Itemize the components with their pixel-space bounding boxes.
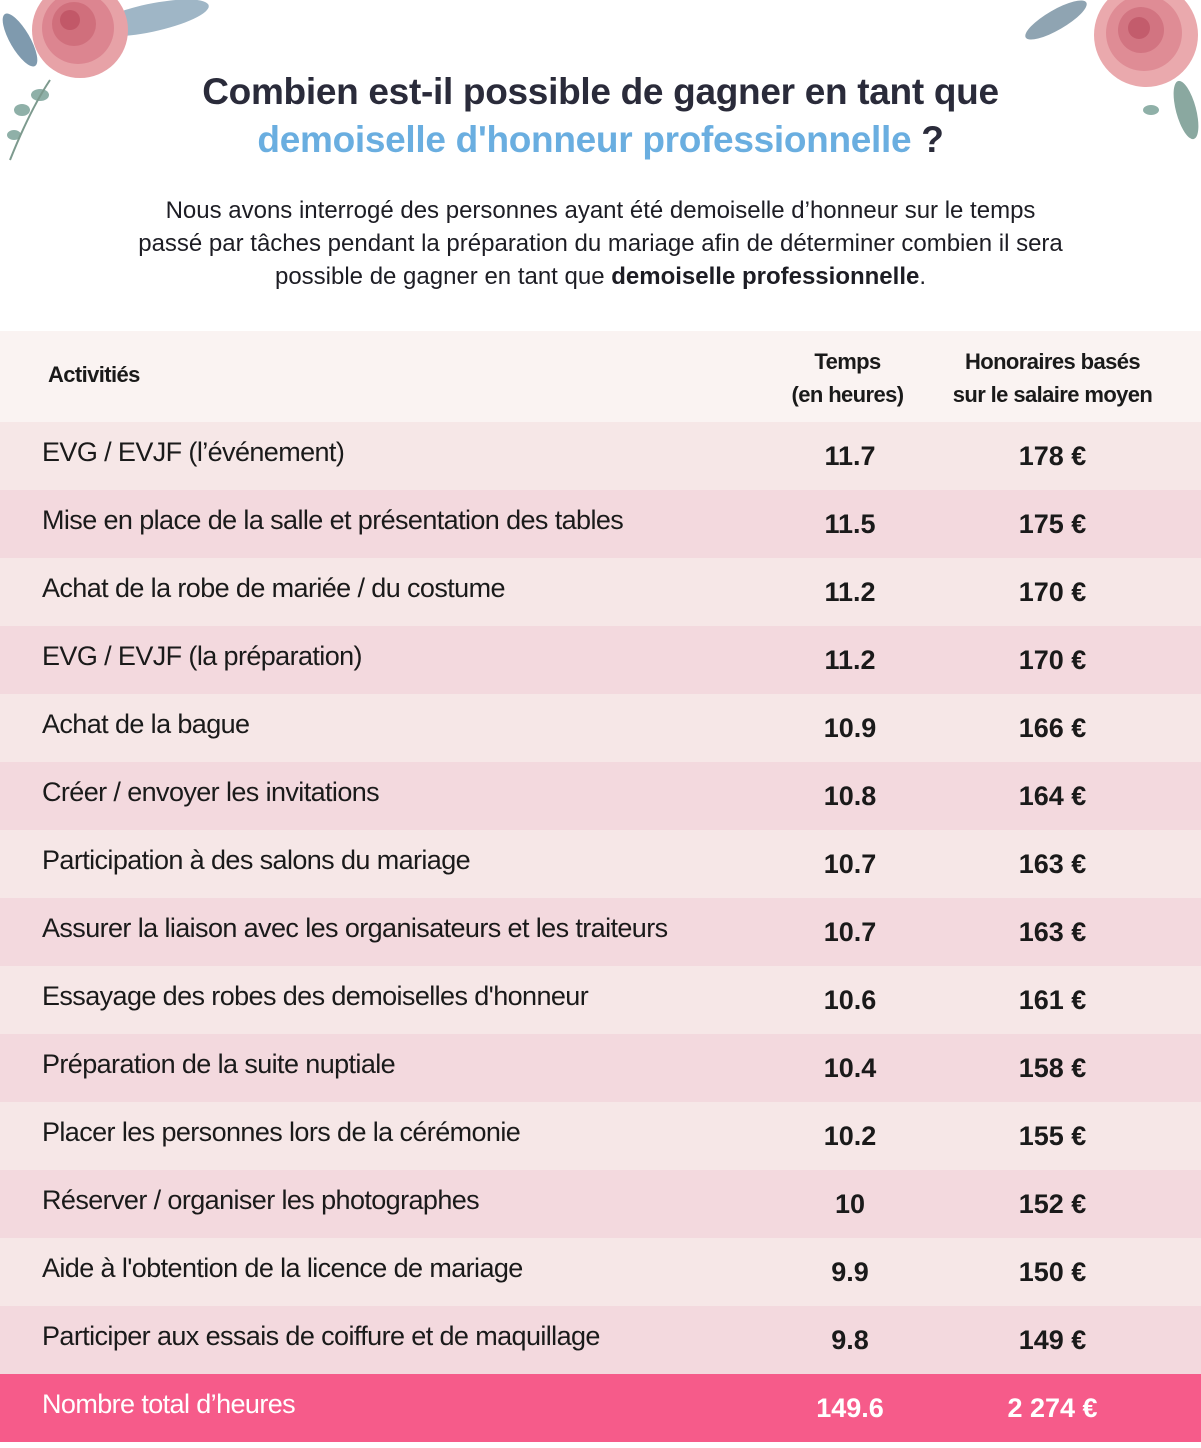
activity-cell: Participer aux essais de coiffure et de maquillage bbox=[42, 1321, 600, 1351]
activity-cell: EVG / EVJF (l’événement) bbox=[42, 437, 345, 467]
table-row bbox=[0, 1238, 1201, 1306]
hours-cell: 9.8 bbox=[831, 1325, 869, 1355]
fee-cell: 170 € bbox=[1018, 577, 1087, 607]
table-header bbox=[0, 331, 1201, 422]
fee-cell: 155 € bbox=[1018, 1121, 1087, 1151]
intro-line: passé par tâches pendant la préparation du mariage afin de déterminer combien il sera bbox=[138, 230, 1063, 257]
activity-cell: Préparation de la suite nuptiale bbox=[42, 1049, 396, 1079]
title-question-mark: ? bbox=[921, 119, 944, 160]
page-header bbox=[0, 68, 1201, 164]
total-label: Nombre total d’heures bbox=[42, 1389, 296, 1419]
table-row bbox=[0, 558, 1201, 626]
column-header-fee bbox=[925, 345, 1180, 411]
column-header-activity: Activitiés bbox=[48, 362, 140, 387]
activity-cell: Réserver / organiser les photographes bbox=[42, 1185, 480, 1215]
fee-cell: 163 € bbox=[1018, 917, 1087, 947]
hours-cell: 10.9 bbox=[823, 713, 877, 743]
activity-cell: Mise en place de la salle et présentation des tables bbox=[42, 505, 624, 535]
earnings-table bbox=[0, 331, 1201, 1442]
column-header-hours-line: (en heures) bbox=[791, 382, 904, 407]
fee-cell: 164 € bbox=[1018, 781, 1087, 811]
fee-cell: 152 € bbox=[1018, 1189, 1087, 1219]
column-header-hours bbox=[770, 345, 925, 411]
intro-line bbox=[80, 260, 1121, 293]
page-title: Combien est-il possible de gagner en tant que bbox=[202, 71, 999, 112]
table-row bbox=[0, 490, 1201, 558]
table-row bbox=[0, 1306, 1201, 1374]
hours-cell: 10.7 bbox=[823, 917, 877, 947]
column-header-fee-line: sur le salaire moyen bbox=[952, 382, 1153, 407]
fee-cell: 170 € bbox=[1018, 645, 1087, 675]
activity-cell: Créer / envoyer les invitations bbox=[42, 777, 380, 807]
fee-cell: 166 € bbox=[1018, 713, 1087, 743]
table-row bbox=[0, 1102, 1201, 1170]
hours-cell: 10.2 bbox=[823, 1121, 877, 1151]
activity-cell: Achat de la robe de mariée / du costume bbox=[42, 573, 505, 603]
fee-cell: 161 € bbox=[1018, 985, 1087, 1015]
column-header-fee-line: Honoraires basés bbox=[964, 349, 1141, 374]
table-row bbox=[0, 422, 1201, 490]
table-row bbox=[0, 1034, 1201, 1102]
table-row bbox=[0, 626, 1201, 694]
table-body bbox=[0, 422, 1201, 1374]
table-row bbox=[0, 1170, 1201, 1238]
fee-cell: 175 € bbox=[1018, 509, 1087, 539]
activity-cell: EVG / EVJF (la préparation) bbox=[42, 641, 362, 671]
fee-cell: 178 € bbox=[1018, 441, 1087, 471]
intro-bold-text: demoiselle professionnelle bbox=[611, 263, 920, 290]
fee-cell: 163 € bbox=[1018, 849, 1087, 879]
table-row bbox=[0, 762, 1201, 830]
intro-line: Nous avons interrogé des personnes ayant été demoiselle d’honneur sur le temps bbox=[165, 197, 1036, 224]
intro-text-span: . bbox=[919, 263, 927, 290]
activity-cell: Achat de la bague bbox=[42, 709, 250, 739]
table-row bbox=[0, 694, 1201, 762]
hours-cell: 10.7 bbox=[823, 849, 877, 879]
activity-cell: Assurer la liaison avec les organisateurs et les traiteurs bbox=[42, 913, 668, 943]
fee-cell: 158 € bbox=[1018, 1053, 1087, 1083]
total-fee: 2 274 € bbox=[1007, 1393, 1098, 1423]
table-row bbox=[0, 898, 1201, 966]
hours-cell: 11.2 bbox=[824, 577, 876, 607]
intro-text bbox=[80, 194, 1121, 293]
hours-cell: 11.5 bbox=[824, 509, 876, 539]
hours-cell: 10.8 bbox=[823, 781, 877, 811]
fee-cell: 150 € bbox=[1018, 1257, 1087, 1287]
hours-cell: 10.6 bbox=[823, 985, 877, 1015]
hours-cell: 10.4 bbox=[823, 1053, 877, 1083]
rose-icon bbox=[32, 0, 128, 78]
table-row bbox=[0, 966, 1201, 1034]
hours-cell: 10 bbox=[834, 1189, 866, 1219]
hours-cell: 11.7 bbox=[824, 441, 876, 471]
activity-cell: Placer les personnes lors de la cérémonie bbox=[42, 1117, 521, 1147]
activity-cell: Essayage des robes des demoiselles d'honneur bbox=[42, 981, 589, 1011]
page-title-accent-line bbox=[0, 116, 1201, 164]
table-total-row bbox=[0, 1374, 1201, 1442]
hours-cell: 9.9 bbox=[831, 1257, 869, 1287]
title-accent: demoiselle d'honneur professionnelle bbox=[257, 119, 912, 160]
activity-cell: Participation à des salons du mariage bbox=[42, 845, 471, 875]
activity-cell: Aide à l'obtention de la licence de mariage bbox=[42, 1253, 523, 1283]
hours-cell: 11.2 bbox=[824, 645, 876, 675]
fee-cell: 149 € bbox=[1018, 1325, 1087, 1355]
column-header-hours-line: Temps bbox=[814, 349, 881, 374]
table-row bbox=[0, 830, 1201, 898]
total-hours: 149.6 bbox=[816, 1393, 884, 1423]
intro-text-span: possible de gagner en tant que bbox=[274, 263, 612, 290]
